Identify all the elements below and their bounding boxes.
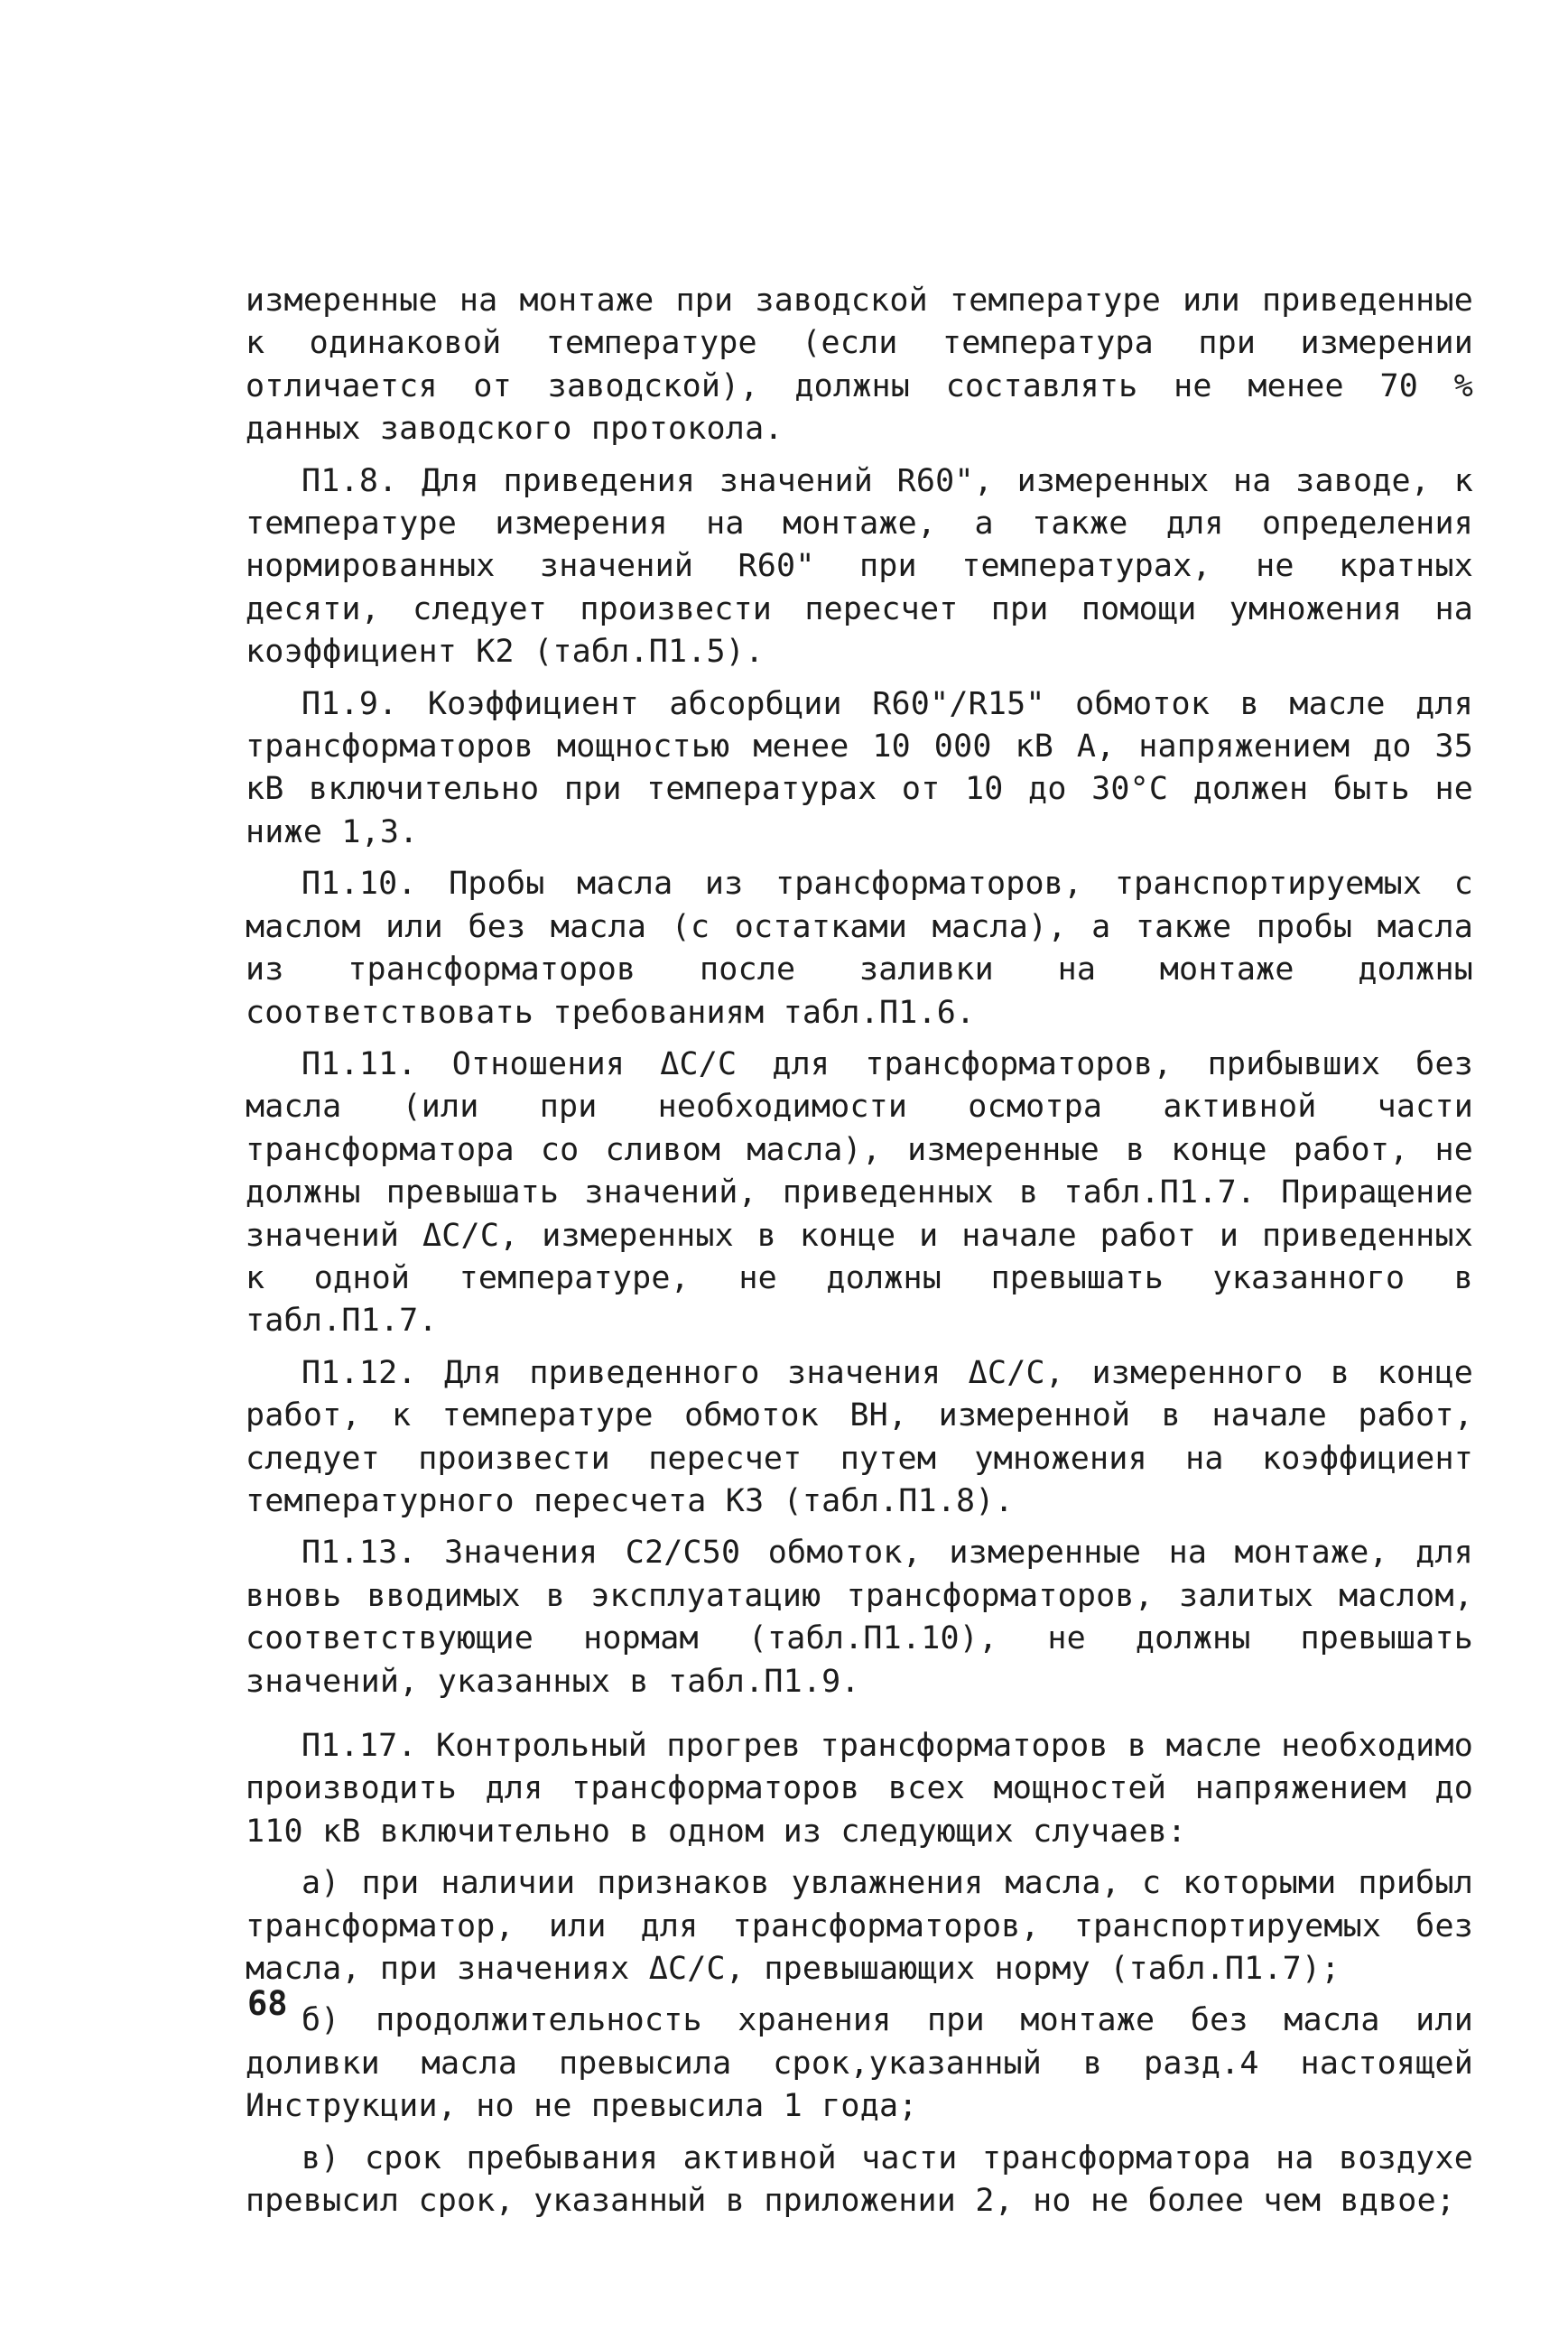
- paragraph-p1-8: П1.8. Для приведения значений R60", измеренных на заводе, к температуре измерения на монтаже, а также для определения нормированных значений R60" при температурах, не кратных десяти, следует произвести пересчет при помощи умножения на коэффициент K2 (табл.П1.5).: [246, 462, 1473, 671]
- page-number: 68: [247, 1984, 288, 2023]
- document-body: [246, 280, 1473, 2232]
- list-item-a: а) при наличии признаков увлажнения масла, с которыми прибыл трансформатор, или для трансформаторов, транспортируемых без масла, при значениях ΔС/С, превышающих норму (табл.П1.7);: [246, 1865, 1473, 1988]
- paragraph-continuation: измеренные на монтаже при заводской температуре или приведенные к одинаковой температуре (если температура при измерении отличается от заводской), должны составлять не менее 70 % данных заводского протокола.: [246, 283, 1473, 448]
- paragraph-p1-17: П1.17. Контрольный прогрев трансформаторов в масле необходимо производить для трансформаторов всех мощностей напряжением до 110 кВ включительно в одном из следующих случаев:: [246, 1728, 1473, 1850]
- paragraph-p1-13: П1.13. Значения С2/С50 обмоток, измеренные на монтаже, для вновь вводимых в эксплуатацию трансформаторов, залитых маслом, соответствующие нормам (табл.П1.10), не должны превышать значений, указанных в табл.П1.9.: [246, 1535, 1473, 1700]
- paragraph-p1-9: П1.9. Коэффициент абсорбции R60"/R15" обмоток в масле для трансформаторов мощностью менее 10 000 кВ А, напряжением до 35 кВ включительно при температурах от 10 до 30°С должен быть не ниже 1,3.: [246, 685, 1473, 850]
- paragraph-p1-11: П1.11. Отношения ΔС/С для трансформаторов, прибывших без масла (или при необходимости осмотра активной части трансформатора со сливом масла), измеренные в конце работ, не должны превышать значений, приведенных в табл.П1.7. Приращение значений ΔС/С, измеренных в конце и начале работ и приведенных к одной температуре, не должны превышать указанного в табл.П1.7.: [246, 1045, 1473, 1340]
- paragraph-p1-12: П1.12. Для приведенного значения ΔС/С, измеренного в конце работ, к температуре обмоток ВН, измеренной в начале работ, следует произвести пересчет путем умножения на коэффициент температурного пересчета K3 (табл.П1.8).: [246, 1354, 1473, 1519]
- list-item-v: в) срок пребывания активной части трансформатора на воздухе превысил срок, указанный в приложении 2, но не более чем вдвое;: [246, 2139, 1473, 2220]
- list-item-b: б) продолжительность хранения при монтаже без масла или доливки масла превысила срок,указанный в разд.4 настоящей Инструкции, но не превысила 1 года;: [246, 2002, 1473, 2125]
- paragraph-p1-10: П1.10. Пробы масла из трансформаторов, транспортируемых с маслом или без масла (с остатками масла), а также пробы масла из трансформаторов после заливки на монтаже должны соответствовать требованиям табл.П1.6.: [246, 866, 1473, 1031]
